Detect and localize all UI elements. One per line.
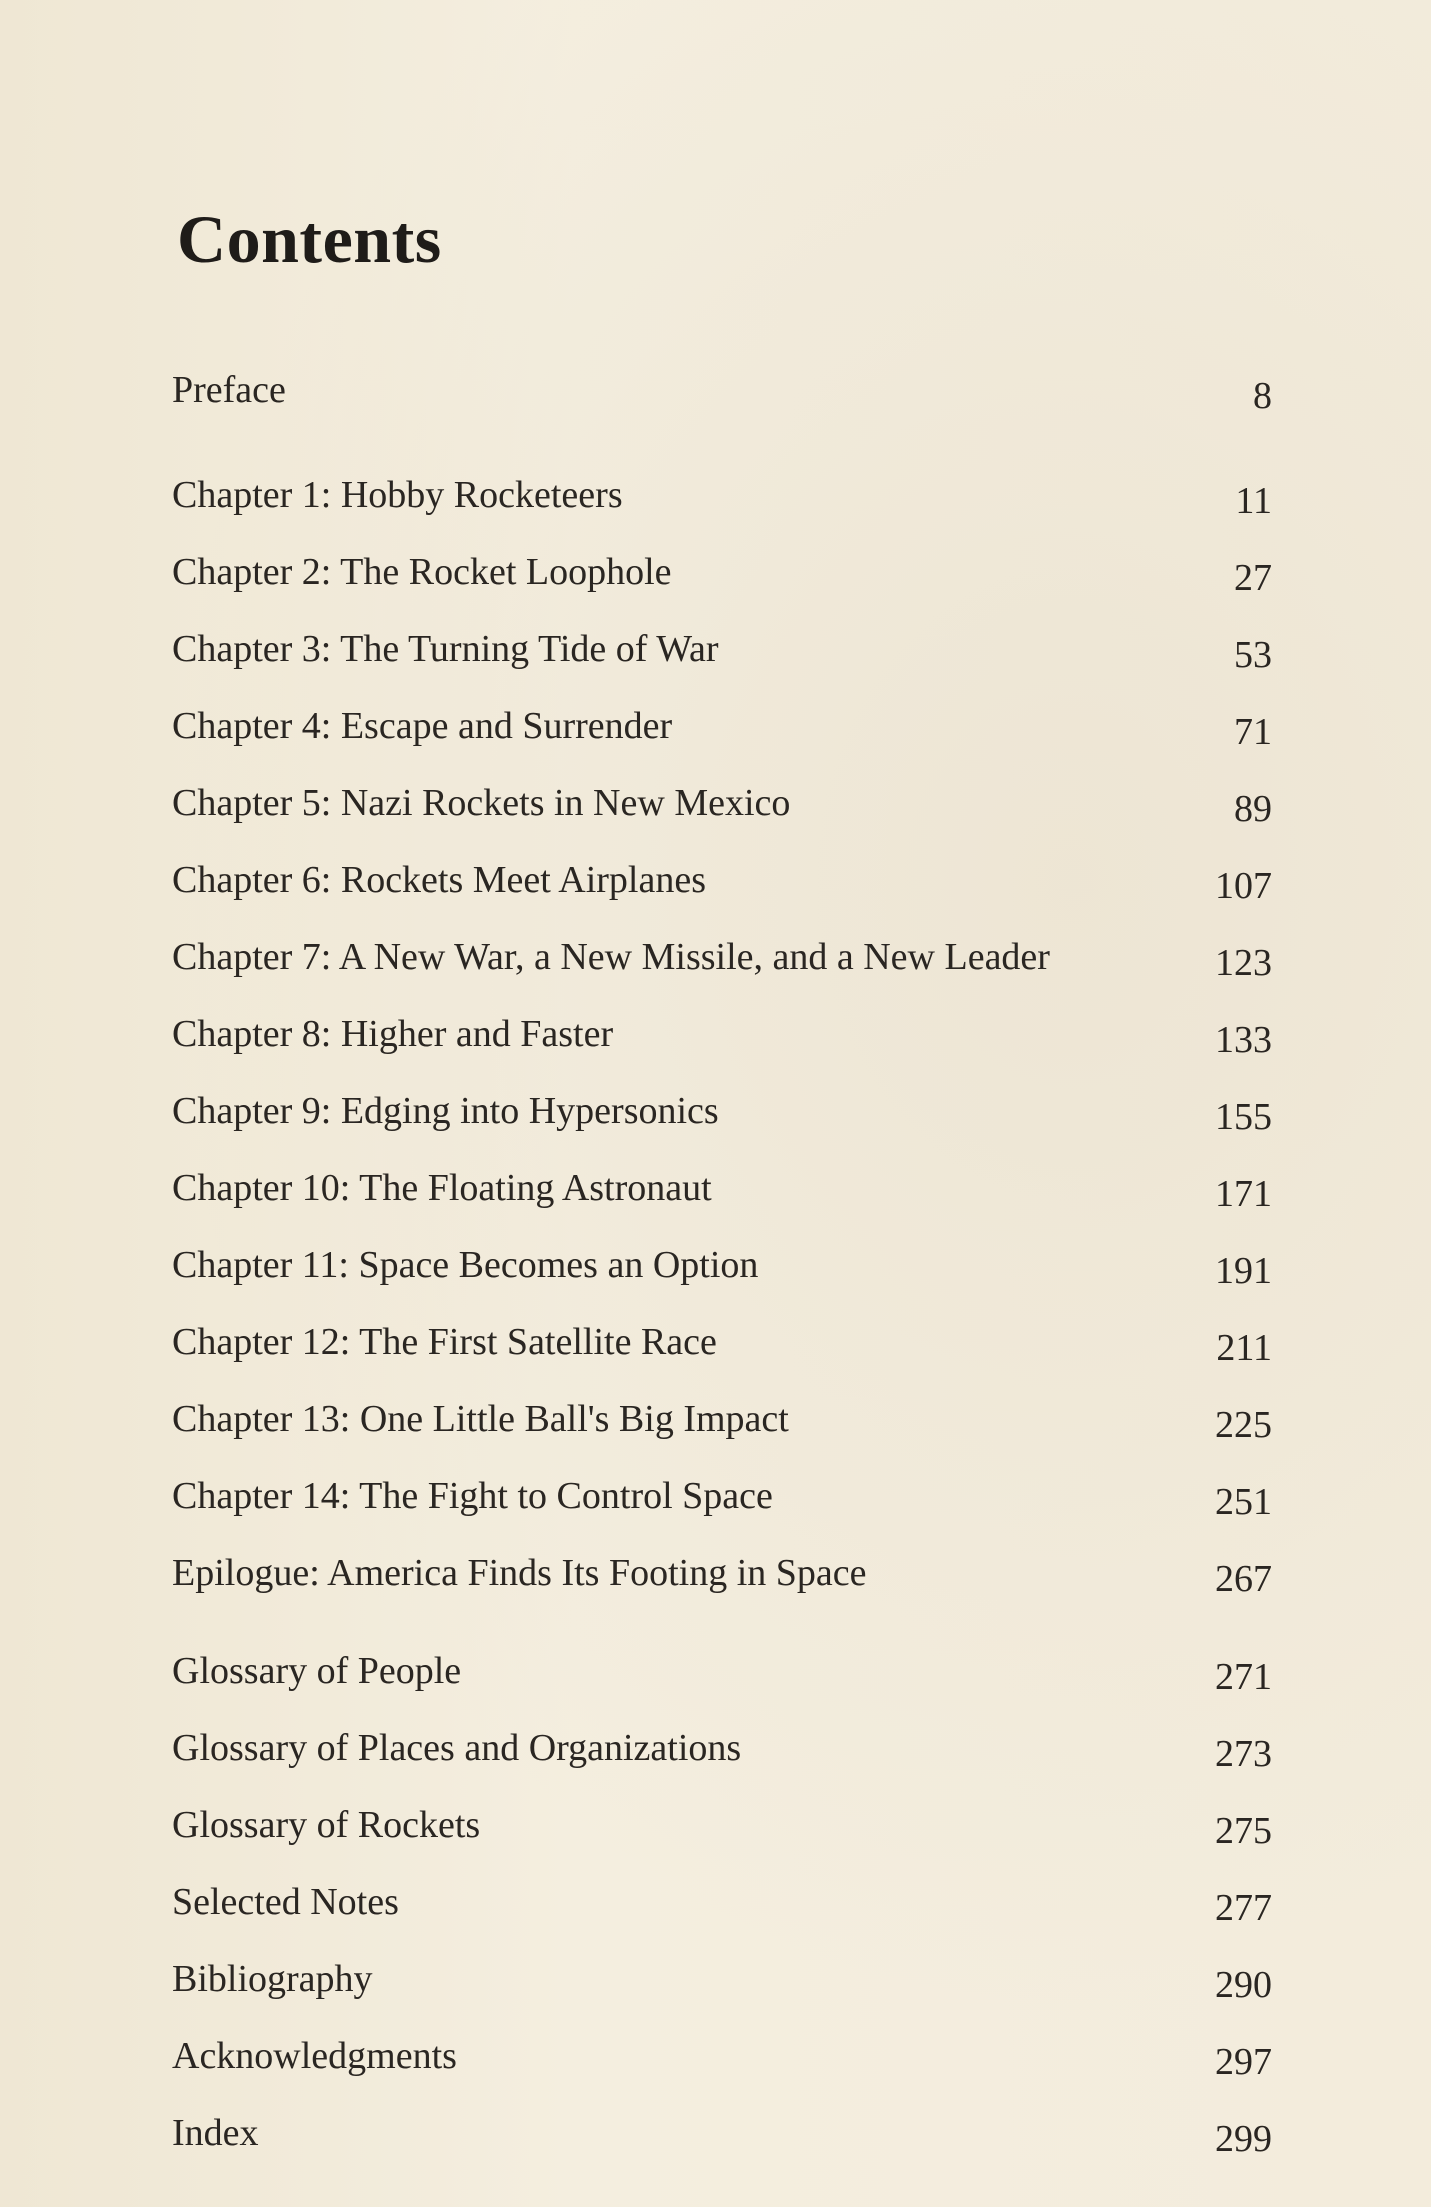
toc-entry-page: 107 [1215,865,1272,907]
toc-entry-label: Glossary of Rockets [172,1804,481,1846]
page-title: Contents [177,201,442,277]
toc-entry-label: Bibliography [172,1958,373,2000]
toc-entry-page: 267 [1215,1558,1272,1600]
toc-entry-page: 133 [1215,1019,1272,1061]
toc-entry-page: 191 [1215,1250,1272,1292]
toc-entry-label: Chapter 6: Rockets Meet Airplanes [172,859,706,901]
toc-entry-page: 275 [1215,1810,1272,1852]
toc-entry-page: 251 [1215,1481,1272,1523]
toc-entry-page: 155 [1215,1096,1272,1138]
toc-entry-page: 299 [1215,2118,1272,2160]
toc-entry-label: Chapter 12: The First Satellite Race [172,1321,717,1363]
toc-entry-label: Chapter 2: The Rocket Loophole [172,551,672,593]
toc-entry-chapter-12 [172,1314,1272,1370]
toc-entry-chapter-14 [172,1468,1272,1524]
toc-entry-chapter-4 [172,698,1272,754]
toc-entry-label: Chapter 7: A New War, a New Missile, and a New Leader [172,936,1050,978]
toc-entry-page: 171 [1215,1173,1272,1215]
toc-entry-label: Chapter 8: Higher and Faster [172,1013,614,1055]
toc-entry-label: Chapter 4: Escape and Surrender [172,705,673,747]
toc-entry-page: 123 [1215,942,1272,984]
toc-entry-label: Chapter 1: Hobby Rocketeers [172,474,623,516]
toc-entry-bibliography [172,1951,1272,2007]
toc-entry-page: 225 [1215,1404,1272,1446]
toc-entry-page: 271 [1215,1656,1272,1698]
toc-entry-label: Chapter 14: The Fight to Control Space [172,1475,773,1517]
toc-entry-chapter-3 [172,621,1272,677]
toc-entry-chapter-1 [172,467,1272,523]
toc-entry-page: 71 [1234,711,1272,753]
toc-entry-chapter-7 [172,929,1272,985]
toc-entry-page: 273 [1215,1733,1272,1775]
toc-entry-page: 89 [1234,788,1272,830]
toc-entry-label: Glossary of Places and Organizations [172,1727,742,1769]
toc-entry-chapter-5 [172,775,1272,831]
toc-entry-chapter-10 [172,1160,1272,1216]
toc-entry-chapter-13 [172,1391,1272,1447]
toc-entry-chapter-8 [172,1006,1272,1062]
toc-entry-chapter-2 [172,544,1272,600]
toc-entry-page: 8 [1253,375,1272,417]
toc-entry-label: Chapter 3: The Turning Tide of War [172,628,719,670]
toc-entry-label: Chapter 9: Edging into Hypersonics [172,1090,719,1132]
toc-entry-page: 297 [1215,2041,1272,2083]
toc-entry-page: 27 [1234,557,1272,599]
toc-entry-index [172,2105,1272,2161]
toc-entry-label: Chapter 13: One Little Ball's Big Impact [172,1398,789,1440]
toc-entry-label: Index [172,2112,259,2154]
toc-entry-page: 53 [1234,634,1272,676]
toc-entry-glossary-people [172,1643,1272,1699]
toc-entry-label: Chapter 10: The Floating Astronaut [172,1167,712,1209]
toc-entry-glossary-rockets [172,1797,1272,1853]
toc-entry-selected-notes [172,1874,1272,1930]
toc-entry-glossary-places [172,1720,1272,1776]
toc-entry-page: 211 [1216,1327,1272,1369]
toc-entry-label: Chapter 11: Space Becomes an Option [172,1244,759,1286]
toc-entry-page: 277 [1215,1887,1272,1929]
toc-entry-acknowledgments [172,2028,1272,2084]
toc-entry-label: Epilogue: America Finds Its Footing in Space [172,1552,867,1594]
toc-entry-label: Selected Notes [172,1881,399,1923]
toc-entry-preface [172,362,1272,418]
toc-entry-chapter-6 [172,852,1272,908]
toc-entry-label: Chapter 5: Nazi Rockets in New Mexico [172,782,791,824]
toc-entry-page: 290 [1215,1964,1272,2006]
toc-entry-label: Glossary of People [172,1650,462,1692]
toc-entry-epilogue [172,1545,1272,1601]
toc-entry-label: Acknowledgments [172,2035,457,2077]
toc-entry-label: Preface [172,369,286,411]
toc-entry-chapter-11 [172,1237,1272,1293]
toc-entry-page: 11 [1235,480,1272,522]
toc-entry-chapter-9 [172,1083,1272,1139]
